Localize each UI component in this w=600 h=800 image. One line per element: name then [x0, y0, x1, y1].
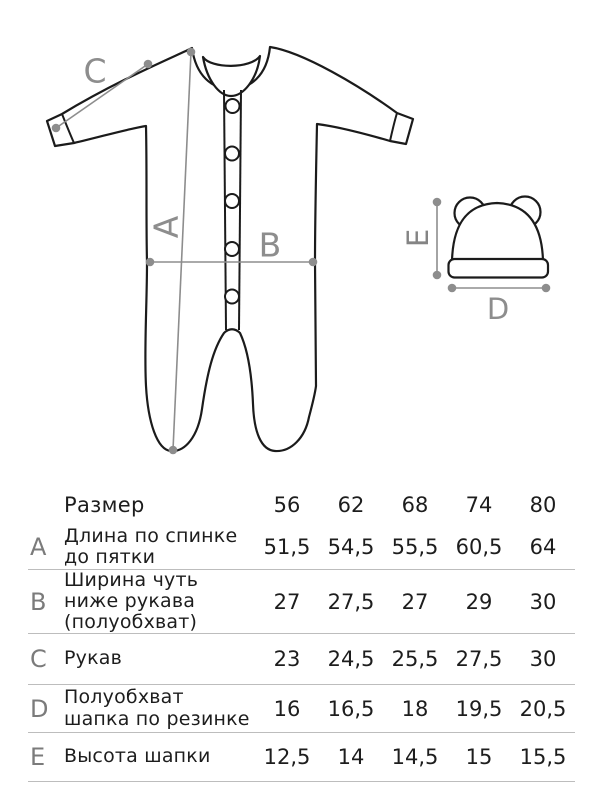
table-row-d: [28, 685, 575, 733]
cell-value: 54,5: [327, 535, 375, 559]
cell-value: 15: [465, 745, 493, 769]
row-letter: B: [30, 587, 47, 616]
row-label: [64, 648, 255, 669]
snap-button-icon: [225, 290, 239, 304]
row-label: [64, 746, 255, 767]
size-column-header: 62: [337, 493, 365, 517]
row-label-line: Рукав: [64, 647, 123, 670]
measure-endpoint-dot: [542, 284, 551, 293]
measure-endpoint-dot: [309, 258, 318, 267]
cell-value: 15,5: [519, 745, 567, 769]
snap-button-icon: [225, 242, 239, 256]
row-label-line: Полуобхват: [64, 686, 184, 709]
measure-endpoint-dot: [169, 446, 178, 455]
cell-value: 64: [529, 535, 557, 559]
row-label-line: Длина по спинке: [64, 524, 238, 547]
cell-value: 27,5: [327, 589, 375, 614]
table-row-e: [28, 733, 575, 782]
cell-value: 19,5: [455, 696, 503, 721]
cell-value: 14,5: [391, 745, 439, 769]
row-letter: A: [30, 533, 47, 561]
row-label-line: Ширина чуть: [64, 568, 199, 591]
cell-value: 60,5: [455, 535, 503, 559]
cell-value: 30: [529, 589, 557, 614]
size-column-header: 68: [401, 493, 429, 517]
cell-value: 20,5: [519, 696, 567, 721]
table-row-b: [28, 570, 575, 634]
measure-label-c: C: [83, 51, 107, 91]
cell-value: 18: [401, 696, 429, 721]
cell-value: 55,5: [391, 535, 439, 559]
cell-value: 25,5: [391, 647, 439, 671]
table-row-a: [28, 525, 575, 570]
measure-endpoint-dot: [187, 48, 196, 57]
row-label: [64, 570, 255, 634]
cell-value: 16: [273, 696, 301, 721]
row-label-line: ниже рукава: [64, 589, 196, 612]
cell-value: 27,5: [455, 647, 503, 671]
row-letter: E: [30, 743, 46, 771]
snap-button-icon: [225, 147, 239, 161]
row-label-line: до пятки: [64, 546, 156, 568]
cell-value: 14: [337, 745, 365, 769]
measure-endpoint-dot: [146, 258, 155, 267]
snap-button-icon: [225, 194, 239, 208]
measure-endpoint-dot: [448, 284, 457, 293]
row-letter: C: [30, 645, 47, 673]
table-row-c: [28, 634, 575, 685]
size-column-header: 80: [529, 493, 557, 517]
row-label-line: (полуобхват): [64, 611, 198, 634]
measure-label-b: B: [258, 225, 282, 265]
cell-value: 23: [273, 647, 301, 671]
measure-label-a: A: [146, 215, 186, 239]
cell-value: 27: [401, 589, 429, 614]
table-header-row: [28, 485, 575, 525]
measure-endpoint-dot: [144, 60, 153, 69]
cell-value: 27: [273, 589, 301, 614]
size-table: [28, 485, 575, 782]
size-column-header: 56: [273, 493, 301, 517]
cell-value: 24,5: [327, 647, 375, 671]
measure-endpoint-dot: [433, 198, 442, 207]
cell-value: 30: [529, 647, 557, 671]
measure-label-d: D: [486, 292, 510, 326]
row-label-line: Высота шапки: [64, 745, 211, 768]
cell-value: 16,5: [327, 696, 375, 721]
snap-button-icon: [226, 99, 240, 113]
row-label: [64, 687, 255, 730]
table-title: Размер: [64, 493, 145, 517]
cell-value: 29: [465, 589, 493, 614]
cell-value: 12,5: [263, 745, 311, 769]
size-column-header: 74: [465, 493, 493, 517]
hat-brim: [449, 259, 549, 278]
measure-endpoint-dot: [52, 124, 61, 133]
measure-endpoint-dot: [433, 271, 442, 280]
row-label-line: шапка по резинке: [64, 707, 250, 730]
row-label: [64, 526, 255, 569]
cell-value: 51,5: [263, 535, 311, 559]
measure-label-e: E: [401, 228, 435, 248]
row-letter: D: [30, 694, 49, 723]
